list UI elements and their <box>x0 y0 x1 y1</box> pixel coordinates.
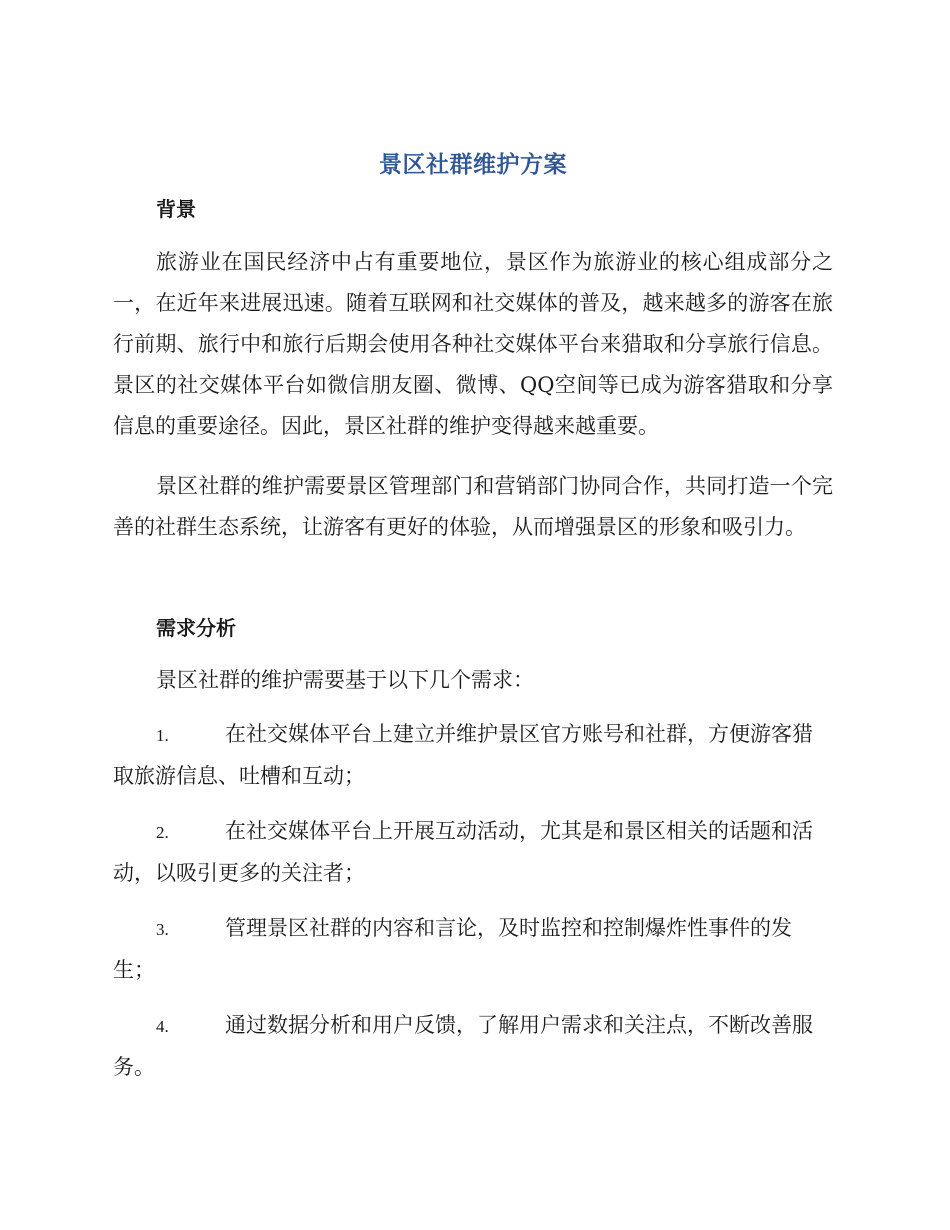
list-item <box>113 908 833 991</box>
list-item-text: 管理景区社群的内容和言论，及时监控和控制爆炸性事件的发生； <box>113 916 792 982</box>
list-item-number: 1. <box>156 726 169 745</box>
list-item <box>113 1005 833 1088</box>
section-heading-background: 背景 <box>156 197 196 221</box>
document-title: 景区社群维护方案 <box>379 152 567 178</box>
list-item-text: 在社交媒体平台上开展互动活动，尤其是和景区相关的话题和活动，以吸引更多的关注者； <box>113 819 813 885</box>
list-item <box>113 714 833 797</box>
section-heading-needs-analysis: 需求分析 <box>156 616 236 640</box>
list-item-text: 在社交媒体平台上建立并维护景区官方账号和社群，方便游客猎取旅游信息、吐槽和互动； <box>113 722 813 788</box>
list-item-text: 通过数据分析和用户反馈，了解用户需求和关注点，不断改善服务。 <box>113 1013 813 1079</box>
background-paragraph-2: 景区社群的维护需要景区管理部门和营销部门协同合作，共同打造一个完善的社群生态系统，让游客有更好的体验，从而增强景区的形象和吸引力。 <box>113 474 833 539</box>
list-item-number: 2. <box>156 823 169 842</box>
list-item-number: 4. <box>156 1017 169 1036</box>
needs-intro-paragraph: 景区社群的维护需要基于以下几个需求： <box>156 668 534 692</box>
list-item-number: 3. <box>156 920 169 939</box>
background-paragraph-1: 旅游业在国民经济中占有重要地位，景区作为旅游业的核心组成部分之一，在近年来进展迅速。随着互联网和社交媒体的普及，越来越多的游客在旅行前期、旅行中和旅行后期会使用各种社交媒体平台来猎取和分享旅行信息。景区的社交媒体平台如微信朋友圈、微博、QQ空间等已成为游客猎取和分享信息的重要途径。因此，景区社群的维护变得越来越重要。 <box>113 250 833 438</box>
list-item <box>113 811 833 894</box>
